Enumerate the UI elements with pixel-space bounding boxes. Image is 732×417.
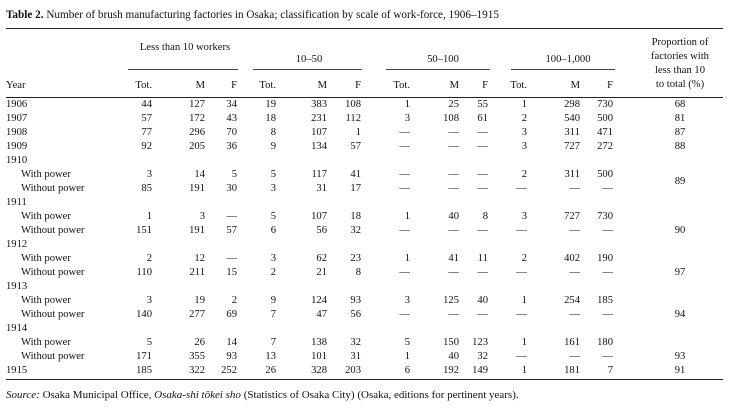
table-cell: 1 <box>521 295 527 306</box>
table-cell: 3 <box>146 295 152 306</box>
table-cell: 1 <box>521 337 527 348</box>
table-cell: 26 <box>194 337 205 348</box>
table-cell: 8 <box>482 211 488 222</box>
table-cell: 1 <box>404 99 410 110</box>
table-cell: 40 <box>477 295 488 306</box>
table-cell: 32 <box>477 351 488 362</box>
table-cell: 3 <box>146 169 152 180</box>
subcol-header: M <box>449 80 459 91</box>
table-cell: 56 <box>316 225 327 236</box>
table-cell: 5 <box>404 337 410 348</box>
row-label: Without power <box>21 267 85 278</box>
table-cell: 30 <box>226 183 237 194</box>
table-cell: 107 <box>311 127 327 138</box>
table-cell: 6 <box>404 365 410 376</box>
proportion-header-line: factories with <box>651 51 709 62</box>
table-cell: 14 <box>226 337 237 348</box>
table-cell: 191 <box>189 183 205 194</box>
table-cell: 1 <box>404 351 410 362</box>
table-cell: 383 <box>311 99 327 110</box>
table-cell: 5 <box>146 337 152 348</box>
table-cell: — <box>516 183 527 194</box>
table-cell: 7 <box>270 337 276 348</box>
table-cell: 123 <box>472 337 488 348</box>
table-cell: 92 <box>141 141 152 152</box>
table-cell: — <box>448 183 459 194</box>
table-cell: 3 <box>270 253 276 264</box>
table-cell: 161 <box>564 337 580 348</box>
table-cell: — <box>569 183 580 194</box>
group-underline-0 <box>128 69 238 70</box>
table-cell: 9 <box>270 295 276 306</box>
table-cell: 19 <box>194 295 205 306</box>
table-cell: 11 <box>477 253 488 264</box>
table-cell: 1 <box>521 99 527 110</box>
table-cell: — <box>448 309 459 320</box>
table-cell: 3 <box>270 183 276 194</box>
table-cell: 32 <box>350 337 361 348</box>
table-cell: 3 <box>521 211 527 222</box>
table-cell: — <box>448 267 459 278</box>
table-cell: 125 <box>443 295 459 306</box>
table-cell: 5 <box>270 169 276 180</box>
proportion-cell-merged: 94 <box>674 309 686 320</box>
table-cell: 40 <box>448 211 459 222</box>
proportion-cell: 68 <box>674 99 686 110</box>
table-cell: — <box>448 169 459 180</box>
row-label: Without power <box>21 351 85 362</box>
table-cell: — <box>399 267 410 278</box>
table-cell: 205 <box>189 141 205 152</box>
proportion-cell: 88 <box>674 141 686 152</box>
table-cell: 2 <box>521 169 527 180</box>
table-cell: 322 <box>189 365 205 376</box>
table-cell: 107 <box>311 211 327 222</box>
table-cell: 36 <box>226 141 237 152</box>
table-cell: — <box>477 225 488 236</box>
table-cell: 85 <box>141 183 152 194</box>
table-cell: — <box>399 309 410 320</box>
row-label: Without power <box>21 309 85 320</box>
table-cell: 93 <box>226 351 237 362</box>
table-cell: 108 <box>443 113 459 124</box>
group-underline-2 <box>386 69 490 70</box>
group-header-1: 10–50 <box>295 54 323 65</box>
table-cell: — <box>226 253 237 264</box>
table-cell: — <box>602 225 613 236</box>
table-cell: 190 <box>597 253 613 264</box>
table-cell: 1 <box>404 211 410 222</box>
table-cell: 26 <box>265 365 276 376</box>
table-cell: 41 <box>350 169 361 180</box>
table-cell: 730 <box>597 211 613 222</box>
table-cell: — <box>399 183 410 194</box>
row-label: With power <box>21 337 71 348</box>
table-cell: 171 <box>136 351 152 362</box>
table-cell: — <box>602 267 613 278</box>
table-cell: — <box>569 225 580 236</box>
table-cell: 21 <box>316 267 327 278</box>
table-cell: 298 <box>564 99 580 110</box>
table-cell: 108 <box>345 99 361 110</box>
proportion-header-line: Proportion of <box>651 37 709 48</box>
table-cell: 277 <box>189 309 205 320</box>
subcol-header: F <box>607 80 613 91</box>
table-cell: 62 <box>316 253 327 264</box>
table-cell: 112 <box>345 113 361 124</box>
table-cell: 44 <box>141 99 152 110</box>
table-cell: 18 <box>350 211 361 222</box>
table-cell: 149 <box>472 365 488 376</box>
table-cell: 500 <box>597 113 613 124</box>
table-cell: 127 <box>189 99 205 110</box>
table-cell: — <box>399 127 410 138</box>
subcol-header: M <box>195 80 205 91</box>
table-cell: 41 <box>448 253 459 264</box>
source-title: Osaka-shi tōkei sho <box>154 389 241 401</box>
table-cell: — <box>448 225 459 236</box>
table-cell: 252 <box>221 365 237 376</box>
proportion-cell: 91 <box>674 365 686 376</box>
table-cell: 13 <box>265 351 276 362</box>
bottom-rule <box>6 379 723 380</box>
table-cell: 254 <box>564 295 580 306</box>
table-cell: — <box>602 183 613 194</box>
group-header-3: 100–1,000 <box>545 54 591 65</box>
table-cell: — <box>569 309 580 320</box>
table-cell: — <box>477 127 488 138</box>
table-cell: 1 <box>404 253 410 264</box>
table-cell: — <box>516 351 527 362</box>
table-cell: — <box>516 309 527 320</box>
table-cell: 730 <box>597 99 613 110</box>
table-cell: 1 <box>355 127 361 138</box>
row-label: Without power <box>21 183 85 194</box>
table-cell: 57 <box>226 225 237 236</box>
table-cell: 6 <box>270 225 276 236</box>
proportion-header-line: to total (%) <box>655 79 705 90</box>
row-label: With power <box>21 253 71 264</box>
row-label: 1913 <box>6 281 28 292</box>
subcol-header: M <box>570 80 580 91</box>
subcol-header: Tot. <box>393 80 410 91</box>
table-cell: 402 <box>564 253 580 264</box>
table-cell: 31 <box>350 351 361 362</box>
row-label: 1908 <box>6 127 28 138</box>
table-cell: 31 <box>316 183 327 194</box>
table-cell: 25 <box>448 99 459 110</box>
table-cell: 134 <box>311 141 327 152</box>
proportion-cell-merged: 97 <box>674 267 686 278</box>
proportion-cell: 87 <box>674 127 686 138</box>
group-underline-1 <box>253 69 362 70</box>
table-cell: — <box>448 127 459 138</box>
table-cell: 1 <box>146 211 152 222</box>
proportion-cell: 81 <box>674 113 686 124</box>
table-cell: — <box>477 169 488 180</box>
table-cell: 23 <box>350 253 361 264</box>
subcol-header: M <box>317 80 327 91</box>
table-cell: 311 <box>564 169 580 180</box>
table-cell: 47 <box>316 309 327 320</box>
table-cell: 150 <box>443 337 459 348</box>
table-cell: 7 <box>607 365 613 376</box>
proportion-cell-merged: 89 <box>674 176 686 187</box>
table-cell: 192 <box>443 365 459 376</box>
proportion-cell-merged: 90 <box>674 225 686 236</box>
table-cell: — <box>477 267 488 278</box>
table-cell: 19 <box>265 99 276 110</box>
table-cell: 272 <box>597 141 613 152</box>
table-cell: 3 <box>404 113 410 124</box>
header-rule <box>6 97 723 98</box>
table-cell: 138 <box>311 337 327 348</box>
table-cell: 328 <box>311 365 327 376</box>
table-cell: 117 <box>311 169 327 180</box>
table-cell: 191 <box>189 225 205 236</box>
table-caption-text: Number of brush manufacturing factories in Osaka; classification by scale of work-force, 1906–1915 <box>43 9 499 21</box>
table-cell: 110 <box>136 267 152 278</box>
source-text-2: (Statistics of Osaka City) (Osaka, editions for pertinent years). <box>240 389 519 401</box>
table-cell: 70 <box>226 127 237 138</box>
table-cell: — <box>399 141 410 152</box>
table-cell: 185 <box>136 365 152 376</box>
table-caption-label: Table 2. <box>6 9 44 21</box>
table-cell: — <box>477 309 488 320</box>
row-label: With power <box>21 211 71 222</box>
table-cell: 180 <box>597 337 613 348</box>
top-rule <box>6 28 723 29</box>
proportion-header-line: less than 10 <box>654 65 706 76</box>
table-cell: 3 <box>199 211 205 222</box>
subcol-header: Tot. <box>510 80 527 91</box>
table-cell: 8 <box>270 127 276 138</box>
table-cell: 17 <box>350 183 361 194</box>
table-cell: 9 <box>270 141 276 152</box>
table-cell: 57 <box>141 113 152 124</box>
table-cell: 7 <box>270 309 276 320</box>
table-cell: 172 <box>189 113 205 124</box>
table-cell: 355 <box>189 351 205 362</box>
table-cell: 61 <box>477 113 488 124</box>
table-cell: 471 <box>597 127 613 138</box>
table-cell: 77 <box>141 127 152 138</box>
table-cell: 5 <box>270 211 276 222</box>
table-cell: 14 <box>194 169 205 180</box>
table-cell: 2 <box>146 253 152 264</box>
table-cell: 1 <box>521 365 527 376</box>
table-cell: — <box>602 309 613 320</box>
subcol-header: F <box>231 80 237 91</box>
table-cell: 15 <box>226 267 237 278</box>
table-cell: — <box>569 351 580 362</box>
table-cell: 2 <box>521 113 527 124</box>
table-cell: 140 <box>136 309 152 320</box>
subcol-header: Tot. <box>259 80 276 91</box>
table-cell: 3 <box>521 141 527 152</box>
table-cell: 727 <box>564 141 580 152</box>
table-cell: 727 <box>564 211 580 222</box>
proportion-cell-merged: 93 <box>674 351 686 362</box>
table-cell: 2 <box>231 295 237 306</box>
table-cell: — <box>477 183 488 194</box>
table-cell: 69 <box>226 309 237 320</box>
table-cell: 181 <box>564 365 580 376</box>
source-text-1: Osaka Municipal Office, <box>39 389 155 401</box>
table-cell: 18 <box>265 113 276 124</box>
table-cell: — <box>448 141 459 152</box>
table-cell: 55 <box>477 99 488 110</box>
table-cell: 3 <box>404 295 410 306</box>
group-underline-3 <box>511 69 615 70</box>
table-cell: 231 <box>311 113 327 124</box>
table-cell: 56 <box>350 309 361 320</box>
table-cell: 124 <box>311 295 327 306</box>
group-header-0: Less than 10 workers <box>139 42 231 53</box>
table-cell: — <box>226 211 237 222</box>
table-cell: — <box>516 225 527 236</box>
table-cell: 43 <box>226 113 237 124</box>
table-cell: 5 <box>231 169 237 180</box>
table-cell: 57 <box>350 141 361 152</box>
table-cell: 2 <box>521 253 527 264</box>
year-header: Year <box>6 80 26 91</box>
group-header-2: 50–100 <box>427 54 459 65</box>
row-label: 1914 <box>6 323 28 334</box>
table-cell: 32 <box>350 225 361 236</box>
table-cell: — <box>569 267 580 278</box>
row-label: Without power <box>21 225 85 236</box>
table-cell: 296 <box>189 127 205 138</box>
table-cell: 101 <box>311 351 327 362</box>
row-label: 1907 <box>6 113 28 124</box>
table-cell: — <box>602 351 613 362</box>
table-cell: 12 <box>194 253 205 264</box>
table-cell: — <box>399 169 410 180</box>
table-cell: 2 <box>270 267 276 278</box>
row-label: 1915 <box>6 365 28 376</box>
row-label: With power <box>21 295 71 306</box>
subcol-header: F <box>482 80 488 91</box>
row-label: 1909 <box>6 141 28 152</box>
table-cell: — <box>477 141 488 152</box>
table-cell: 8 <box>355 267 361 278</box>
table-cell: 540 <box>564 113 580 124</box>
source-footnote <box>6 389 519 401</box>
table-cell: 93 <box>350 295 361 306</box>
subcol-header: F <box>355 80 361 91</box>
source-label: Source: <box>6 389 40 401</box>
table-cell: 151 <box>136 225 152 236</box>
table-cell: — <box>399 225 410 236</box>
table-cell: 311 <box>564 127 580 138</box>
row-label: 1910 <box>6 155 28 166</box>
table-cell: 203 <box>345 365 361 376</box>
row-label: 1911 <box>6 197 27 208</box>
row-label: 1906 <box>6 99 28 110</box>
subcol-header: Tot. <box>135 80 152 91</box>
table-cell: 3 <box>521 127 527 138</box>
table-cell: — <box>516 267 527 278</box>
table-cell: 500 <box>597 169 613 180</box>
table-cell: 211 <box>189 267 205 278</box>
row-label: 1912 <box>6 239 28 250</box>
row-label: With power <box>21 169 71 180</box>
table-cell: 34 <box>226 99 237 110</box>
table-caption <box>6 9 499 21</box>
table-cell: 40 <box>448 351 459 362</box>
table-cell: 185 <box>597 295 613 306</box>
